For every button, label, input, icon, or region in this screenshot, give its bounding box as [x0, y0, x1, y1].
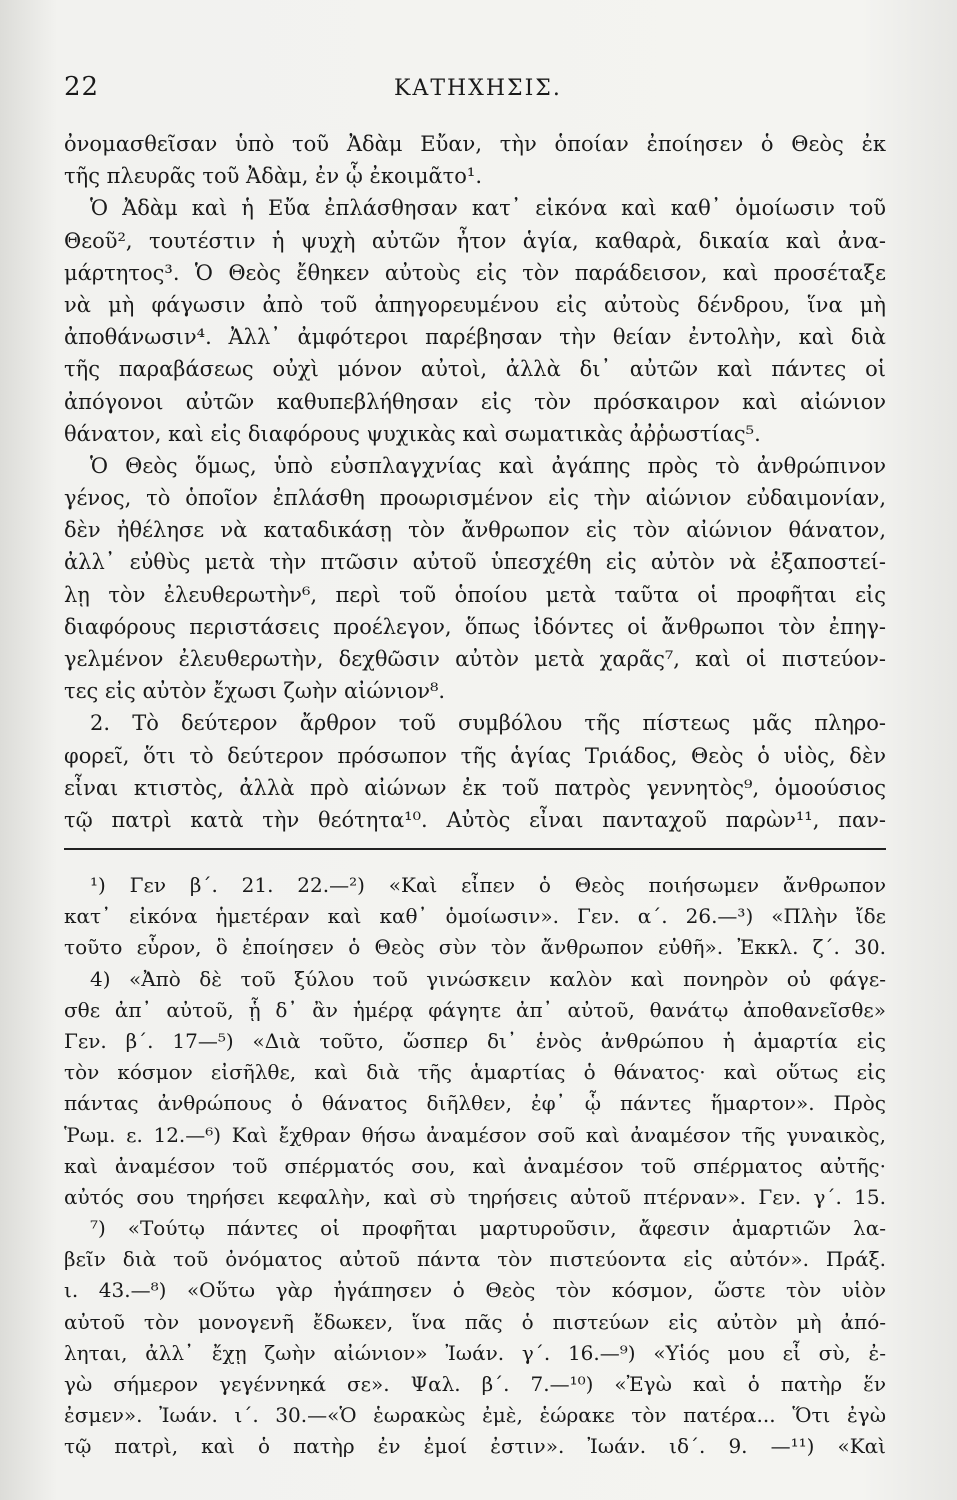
text-line: ἀλλ᾽ εὐθὺς μετὰ τὴν πτῶσιν αὐτοῦ ὑπεσχέθη εἰς αὐτὸν νὰ ἐξαποστεί- — [64, 550, 886, 575]
text-line: θάνατον, καὶ εἰς διαφόρους ψυχικὰς καὶ σωματικὰς ἀῤῥωστίας⁵. — [64, 421, 761, 446]
footnote-divider — [64, 848, 886, 850]
text-line: λῃ τὸν ἐλευθερωτὴν⁶, περὶ τοῦ ὁποίου μετὰ ταῦτα οἱ προφῆται εἰς — [64, 582, 886, 607]
footnote-line: σθε ἀπ᾽ αὐτοῦ, ᾗ δ᾽ ἂν ἡμέρᾳ φάγητε ἀπ᾽ αὐτοῦ, θανάτῳ ἀποθανεῖσθε» — [64, 997, 886, 1022]
text-line: ὀνομασθεῖσαν ὑπὸ τοῦ Ἀδὰμ Εὔαν, τὴν ὁποίαν ἐποίησεν ὁ Θεὸς ἐκ — [64, 132, 886, 156]
footnote-line: καὶ ἀναμέσον τοῦ σπέρματός σου, καὶ ἀναμέσον τοῦ σπέρματος αὐτῆς· — [64, 1153, 886, 1178]
text-line: τῆς παραβάσεως οὐχὶ μόνον αὐτοὶ, ἀλλὰ δι᾽ αὐτῶν καὶ πάντες οἱ — [64, 357, 886, 382]
footnotes — [64, 870, 886, 1463]
footnote-line: γὼ σήμερον γεγέννηκά σε». Ψαλ. β΄. 7.—¹⁰) «Ἐγὼ καὶ ὁ πατὴρ ἕν — [64, 1372, 886, 1396]
footnote-line: τὸν κόσμον εἰσῆλθε, καὶ διὰ τῆς ἁμαρτίας ὁ θάνατος· καὶ οὕτως εἰς — [64, 1060, 886, 1085]
text-line: διαφόρους περιστάσεις προέλεγον, ὅπως ἰδόντες οἱ ἄνθρωποι τὸν ἐπηγ- — [64, 614, 886, 639]
text-line: γελμένον ἐλευθερωτὴν, δεχθῶσιν αὐτὸν μετὰ χαρᾶς⁷, καὶ οἱ πιστεύον- — [64, 647, 886, 671]
text-line: Ὁ Ἀδὰμ καὶ ἡ Εὔα ἐπλάσθησαν κατ᾽ εἰκόνα καὶ καθ᾽ ὁμοίωσιν τοῦ — [90, 196, 886, 221]
footnote-line: ληται, ἀλλ᾽ ἔχῃ ζωὴν αἰώνιον» Ἰωάν. γ΄. 16.—⁹) «Υἱός μου εἶ σὺ, ἐ- — [64, 1340, 886, 1365]
text-line: εἶναι κτιστὸς, ἀλλὰ πρὸ αἰώνων ἐκ τοῦ πατρὸς γεννητὸς⁹, ὁμοούσιος — [64, 775, 886, 800]
footnote-line: αὐτός σου τηρήσει κεφαλὴν, καὶ σὺ τηρήσεις αὐτοῦ πτέρναν». Γεν. γ΄. 15. — [64, 1184, 886, 1209]
footnote-line: Γεν. β΄. 17—⁵) «Διὰ τοῦτο, ὥσπερ δι᾽ ἑνὸς ἀνθρώπου ἡ ἁμαρτία εἰς — [64, 1028, 886, 1053]
running-title: ΚΑΤΗΧΗΣΙΣ. — [394, 76, 562, 101]
footnote-line: ¹) Γεν β΄. 21. 22.—²) «Καὶ εἶπεν ὁ Θεὸς ποιήσωμεν ἄνθρωπον — [90, 873, 886, 897]
main-text — [64, 128, 886, 836]
text-line: τῆς πλευρᾶς τοῦ Ἀδὰμ, ἐν ᾧ ἐκοιμᾶτο¹. — [64, 164, 483, 189]
text-line: φορεῖ, ὅτι τὸ δεύτερον πρόσωπον τῆς ἁγίας Τριάδος, Θεὸς ὁ υἱὸς, δὲν — [64, 743, 886, 768]
text-line: τες εἰς αὐτὸν ἔχωσι ζωὴν αἰώνιον⁸. — [64, 679, 446, 704]
page-number: 22 — [64, 72, 100, 102]
footnote-line: πάντας ἀνθρώπους ὁ θάνατος διῆλθεν, ἐφ᾽ ᾧ πάντες ἥμαρτον». Πρὸς — [64, 1091, 886, 1116]
footnote-line: ἐσμεν». Ἰωάν. ι΄. 30.—«Ὁ ἑωρακὼς ἐμὲ, ἑώρακε τὸν πατέρα... Ὅτι ἐγὼ — [64, 1403, 886, 1428]
footnote-line: Ῥωμ. ε. 12.—⁶) Καὶ ἔχθραν θήσω ἀναμέσον σοῦ καὶ ἀναμέσον τῆς γυναικὸς, — [64, 1122, 886, 1147]
footnote-line: ι. 43.—⁸) «Οὕτω γὰρ ἠγάπησεν ὁ Θεὸς τὸν κόσμον, ὥστε τὸν υἱὸν — [64, 1278, 886, 1303]
footnote-line: τῷ πατρὶ, καὶ ὁ πατὴρ ἐν ἐμοί ἐστιν». Ἰωάν. ιδ΄. 9. —¹¹) «Καὶ — [64, 1434, 886, 1459]
text-line: τῷ πατρὶ κατὰ τὴν θεότητα¹⁰. Αὐτὸς εἶναι πανταχοῦ παρὼν¹¹, παν- — [64, 807, 886, 832]
text-line: γένος, τὸ ὁποῖον ἐπλάσθη προωρισμένον εἰς τὴν αἰώνιον εὐδαιμονίαν, — [64, 486, 886, 511]
text-line: δὲν ἠθέλησε νὰ καταδικάσῃ τὸν ἄνθρωπον εἰς τὸν αἰώνιον θάνατον, — [64, 518, 886, 543]
text-line: 2. Τὸ δεύτερον ἄρθρον τοῦ συμβόλου τῆς πίστεως μᾶς πληρο- — [90, 711, 886, 736]
page-header — [64, 72, 887, 112]
text-line: νὰ μὴ φάγωσιν ἀπὸ τοῦ ἀπηγορευμένου εἰς αὐτοὺς δένδρου, ἵνα μὴ — [64, 292, 886, 317]
footnote-line: αὐτοῦ τὸν μονογενῆ ἔδωκεν, ἵνα πᾶς ὁ πιστεύων εἰς αὐτὸν μὴ ἀπό- — [64, 1309, 886, 1334]
text-line: ἀπόγονοι αὐτῶν καθυπεβλήθησαν εἰς τὸν πρόσκαιρον καὶ αἰώνιον — [64, 389, 886, 414]
text-line: ἀποθάνωσιν⁴. Ἀλλ᾽ ἀμφότεροι παρέβησαν τὴν θείαν ἐντολὴν, καὶ διὰ — [64, 325, 886, 350]
footnote-line: τοῦτο εὗρον, ὃ ἐποίησεν ὁ Θεὸς σὺν τὸν ἄνθρωπον εὐθῆ». Ἐκκλ. ζ΄. 30. — [64, 935, 886, 960]
text-line: μάρτητος³. Ὁ Θεὸς ἔθηκεν αὐτοὺς εἰς τὸν παράδεισον, καὶ προσέταξε — [64, 260, 886, 285]
text-line: Ὁ Θεὸς ὅμως, ὑπὸ εὐσπλαγχνίας καὶ ἀγάπης πρὸς τὸ ἀνθρώπινον — [90, 453, 886, 478]
text-line: Θεοῦ², τουτέστιν ἡ ψυχὴ αὐτῶν ἦτον ἁγία, καθαρὰ, δικαία καὶ ἀνα- — [64, 228, 886, 253]
footnote-line: βεῖν διὰ τοῦ ὀνόματος αὐτοῦ πάντα τὸν πιστεύοντα εἰς αὐτόν». Πράξ. — [64, 1247, 886, 1272]
footnote-line: ⁷) «Τούτῳ πάντες οἱ προφῆται μαρτυροῦσιν, ἄφεσιν ἁμαρτιῶν λα- — [90, 1216, 886, 1241]
footnote-line: 4) «Ἀπὸ δὲ τοῦ ξύλου τοῦ γινώσκειν καλὸν καὶ πονηρὸν οὐ φάγε- — [90, 966, 886, 991]
footnote-line: κατ᾽ εἰκόνα ἡμετέραν καὶ καθ᾽ ὁμοίωσιν». Γεν. α΄. 26.—³) «Πλὴν ἴδε — [64, 904, 886, 929]
